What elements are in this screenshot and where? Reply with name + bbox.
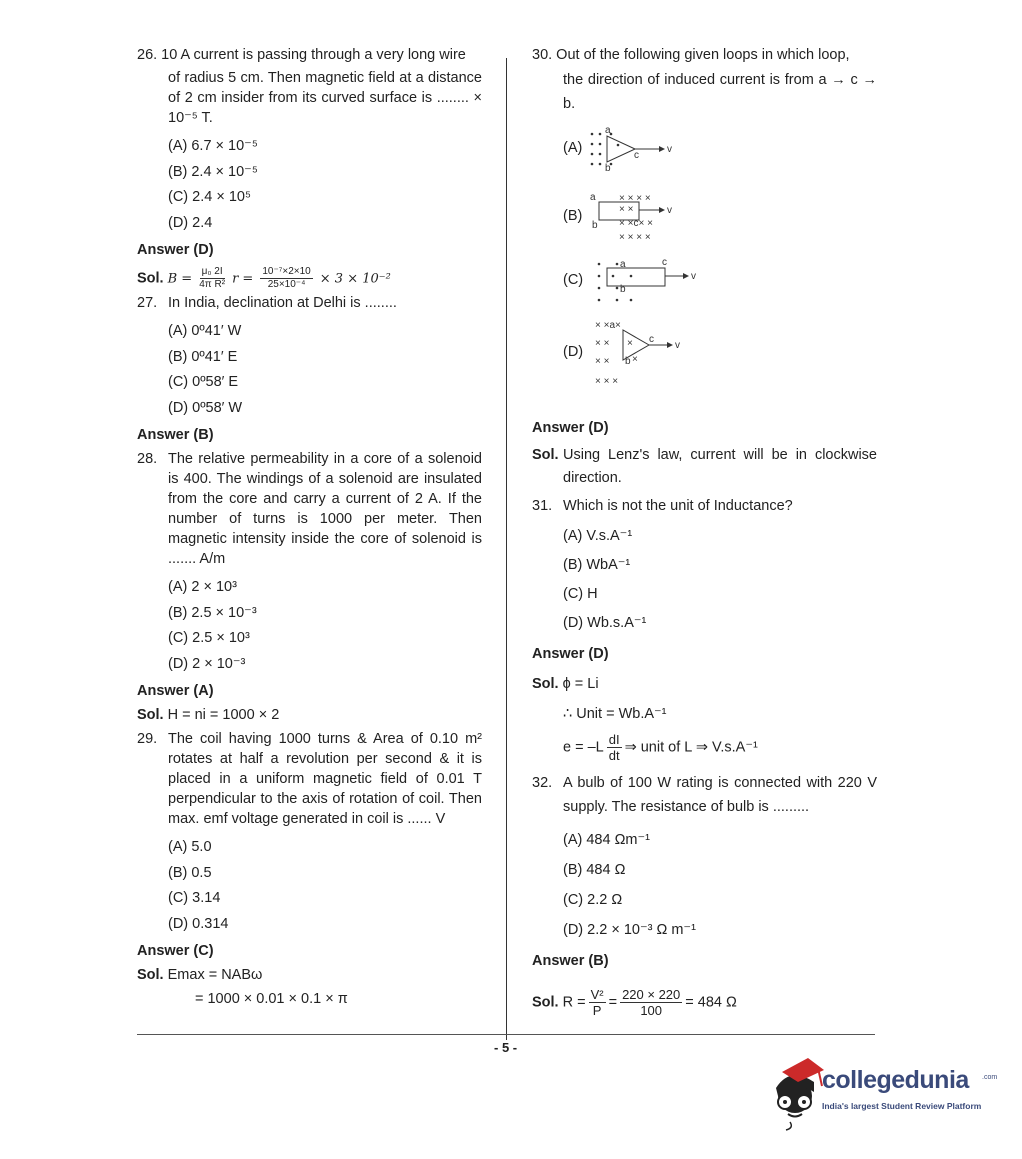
q30 xyxy=(532,68,877,116)
q27-option-a: (A) 0º41′ W xyxy=(168,323,242,340)
loop-diagram-c xyxy=(587,252,737,312)
q28-option-b: (B) 2.5 × 10⁻³ xyxy=(168,604,257,621)
svg-text:b: b xyxy=(620,284,626,295)
q31-option-c: (C) H xyxy=(563,586,598,602)
q30-cut-line: 30. Out of the following given loops in which loop, xyxy=(532,47,850,63)
page-number: - 5 - xyxy=(494,1040,518,1055)
svg-text:c: c xyxy=(634,150,639,161)
q26-sol-frac2: $\frac{\text{10⁻⁷×2×10}}{\text{25×10⁻⁴}}$ xyxy=(262,266,311,290)
svg-text:v: v xyxy=(691,271,696,282)
q31-option-b: (B) WbA⁻¹ xyxy=(563,557,631,573)
q30-answer: Answer (D) xyxy=(532,420,609,436)
q30-option-a: (A) xyxy=(563,140,583,156)
svg-text:× ×: × × xyxy=(619,204,634,215)
q32-option-b: (B) 484 Ω xyxy=(563,862,626,878)
q28-text: The relative permeability in a core of a solenoid is 400. The windings of a solenoid are insulated from the core and carry a current of 2 A. If the number of turns is 1000 per meter. Then magnetic intensity inside the core of solenoid is ....... A/m xyxy=(168,451,482,568)
right-column xyxy=(532,47,877,1018)
q32-answer: Answer (B) xyxy=(532,953,609,969)
q31-option-d: (D) Wb.s.A⁻¹ xyxy=(563,615,647,631)
q31: 31. Which is not the unit of Inductance? xyxy=(532,496,877,516)
q28-option-d: (D) 2 × 10⁻³ xyxy=(168,655,246,672)
q32-options xyxy=(532,825,877,945)
q27-answer: Answer (B) xyxy=(137,427,214,444)
svg-text:×: × xyxy=(627,338,633,349)
svg-text:× × × ×: × × × × xyxy=(619,232,651,243)
q28-solution: Sol. H = ni = 1000 × 2 xyxy=(137,707,280,724)
q32-text: A bulb of 100 W rating is connected with 220 V supply. The resistance of bulb is ......... xyxy=(563,775,877,815)
q26-sol-frac1: $\frac{\text{μ₀ 2I}}{\text{4π R²}}$ xyxy=(199,266,226,290)
q31-answer: Answer (D) xyxy=(532,646,609,662)
svg-text:c: c xyxy=(662,257,667,268)
q32-option-a: (A) 484 Ωm⁻¹ xyxy=(563,832,650,848)
svg-text:a: a xyxy=(590,192,596,203)
q26 xyxy=(137,68,482,128)
q28: 28. The relative permeability in a core of a solenoid is 400. The windings of a solenoid are insulated from the core and carry a current of 2 A. If the number of turns is 1000 per meter. Then magnetic intensity inside the core of solenoid is ....... A/m xyxy=(137,451,482,568)
svg-text:× ×c× ×: × ×c× × xyxy=(619,218,653,229)
q30-option-c: (C) xyxy=(563,272,584,288)
q26-answer: Answer (D) xyxy=(137,242,214,258)
q26-solution: Sol. B = $\frac{\text{μ₀ 2I}}{\text{4π R²}}$ r = $\frac{\text{10⁻⁷×2×10}}{\text{25×10⁻⁴}}$ × 3 × 10⁻² xyxy=(137,266,391,290)
q29-option-a: (A) 5.0 xyxy=(168,839,212,856)
svg-text:v: v xyxy=(667,205,672,216)
q29-options xyxy=(137,835,482,937)
q31-solution-line2: ∴ Unit = Wb.A⁻¹ xyxy=(563,706,667,722)
svg-text:×: × xyxy=(632,354,638,365)
q28-option-c: (C) 2.5 × 10³ xyxy=(168,630,250,647)
q31-options xyxy=(532,522,877,638)
loop-diagram-a xyxy=(587,122,707,182)
q31-option-a: (A) V.s.A⁻¹ xyxy=(563,528,633,544)
svg-text:× ×: × × xyxy=(595,338,610,349)
svg-text:× × × ×: × × × × xyxy=(619,193,651,204)
q27: 27. In India, declination at Delhi is ........ xyxy=(137,293,482,313)
q26-sol-tail: × 3 × 10⁻² xyxy=(319,271,391,287)
q30-diagrams xyxy=(532,122,877,422)
q28-answer: Answer (A) xyxy=(137,683,214,700)
loop-diagram-b xyxy=(587,188,727,254)
q32: 32. A bulb of 100 W rating is connected with 220 V supply. The resistance of bulb is ......... xyxy=(532,771,877,819)
q29-option-b: (B) 0.5 xyxy=(168,864,212,881)
svg-text:c: c xyxy=(649,334,654,345)
q30-solution: Sol. Using Lenz's law, current will be in clockwise direction. xyxy=(532,447,877,486)
q27-text: In India, declination at Delhi is ........ xyxy=(168,295,397,312)
svg-text:a: a xyxy=(605,125,611,136)
q28-option-a: (A) 2 × 10³ xyxy=(168,579,237,596)
logo-tagline: India's largest Student Review Platform xyxy=(822,1101,982,1111)
q29-answer: Answer (C) xyxy=(137,943,214,960)
q31-solution: Sol. ϕ = Li xyxy=(532,676,599,692)
q27-options xyxy=(137,319,482,421)
svg-text:× ×: × × xyxy=(595,356,610,367)
q32-option-d: (D) 2.2 × 10⁻³ Ω m⁻¹ xyxy=(563,922,696,938)
q31-text: Which is not the unit of Inductance? xyxy=(563,498,793,514)
q28-options xyxy=(137,575,482,677)
svg-text:v: v xyxy=(667,144,672,155)
footer-rule xyxy=(137,1034,875,1035)
q26-option-d: (D) 2.4 xyxy=(168,214,213,231)
q26-option-a: (A) 6.7 × 10⁻⁵ xyxy=(168,138,258,154)
column-divider xyxy=(506,58,507,1040)
loop-diagram-d xyxy=(587,314,737,394)
svg-text:a: a xyxy=(620,259,626,270)
svg-text:b: b xyxy=(605,163,611,174)
q26-sol-lhs: B = xyxy=(167,271,193,287)
svg-text:b: b xyxy=(625,356,631,367)
q32-sol-frac1: $\frac{\text{V²}}{P}$ xyxy=(590,987,604,1018)
left-column xyxy=(137,47,482,1011)
q26-options xyxy=(137,134,482,236)
svg-text:v: v xyxy=(675,340,680,351)
q29: 29. The coil having 1000 turns & Area of 0.10 m² rotates at half a revolution per second & it is placed in a uniform magnetic field of 0.01 T perpendicular to the axis of rotation of coil. Then max. emf voltage generated in coil is ...... V xyxy=(137,731,482,828)
logo-com: .com xyxy=(982,1074,998,1081)
svg-text:× × ×: × × × xyxy=(595,376,619,387)
q27-option-d: (D) 0º58′ W xyxy=(168,399,243,416)
q31-sol-frac: $\frac{dI}{dt}$ xyxy=(608,732,620,763)
q26-text: of radius 5 cm. Then magnetic field at a distance of 2 cm insider from its curved surface is ........ × 10⁻⁵ T. xyxy=(168,70,482,126)
q32-sol-frac2: $\frac{220 \times 220}{100}$ xyxy=(622,987,681,1018)
q29-solution: Sol. Emax = NABω xyxy=(137,967,263,984)
q30-option-d: (D) xyxy=(563,344,584,360)
q26-sol-r: r = xyxy=(232,271,254,287)
q27-option-c: (C) 0º58′ E xyxy=(168,374,239,391)
q29-text: The coil having 1000 turns & Area of 0.10 m² rotates at half a revolution per second & it is placed in a uniform magnetic field of 0.01 T perpendicular to the axis of rotation of coil. Then max. emf voltage generated in coil is ...... V xyxy=(168,731,482,828)
q27-option-b: (B) 0º41′ E xyxy=(168,348,238,365)
q31-solution-line3: e = –L $\frac{dI}{dt}$ ⇒ unit of L ⇒ V.s.A⁻¹ xyxy=(563,732,758,763)
q26-option-b: (B) 2.4 × 10⁻⁵ xyxy=(168,163,258,180)
q30-option-b: (B) xyxy=(563,208,583,224)
q32-solution: Sol. R = $\frac{\text{V²}}{P}$ = $\frac{220 \times 220}{100}$ = 484 Ω xyxy=(532,987,737,1018)
q29-solution-line2: = 1000 × 0.01 × 0.1 × π xyxy=(195,991,348,1008)
svg-text:b: b xyxy=(592,220,598,231)
q29-option-c: (C) 3.14 xyxy=(168,890,221,907)
q32-option-c: (C) 2.2 Ω xyxy=(563,892,623,908)
svg-text:× ×a×: × ×a× xyxy=(595,320,621,331)
q30-text: the direction of induced current is from a → c → b. xyxy=(563,72,877,112)
logo-wordmark: collegedunia xyxy=(822,1066,969,1094)
q29-option-d: (D) 0.314 xyxy=(168,915,229,932)
q26-option-c: (C) 2.4 × 10⁵ xyxy=(168,189,251,205)
q26-cut-line: 26. 10 A current is passing through a very long wire xyxy=(137,47,466,63)
